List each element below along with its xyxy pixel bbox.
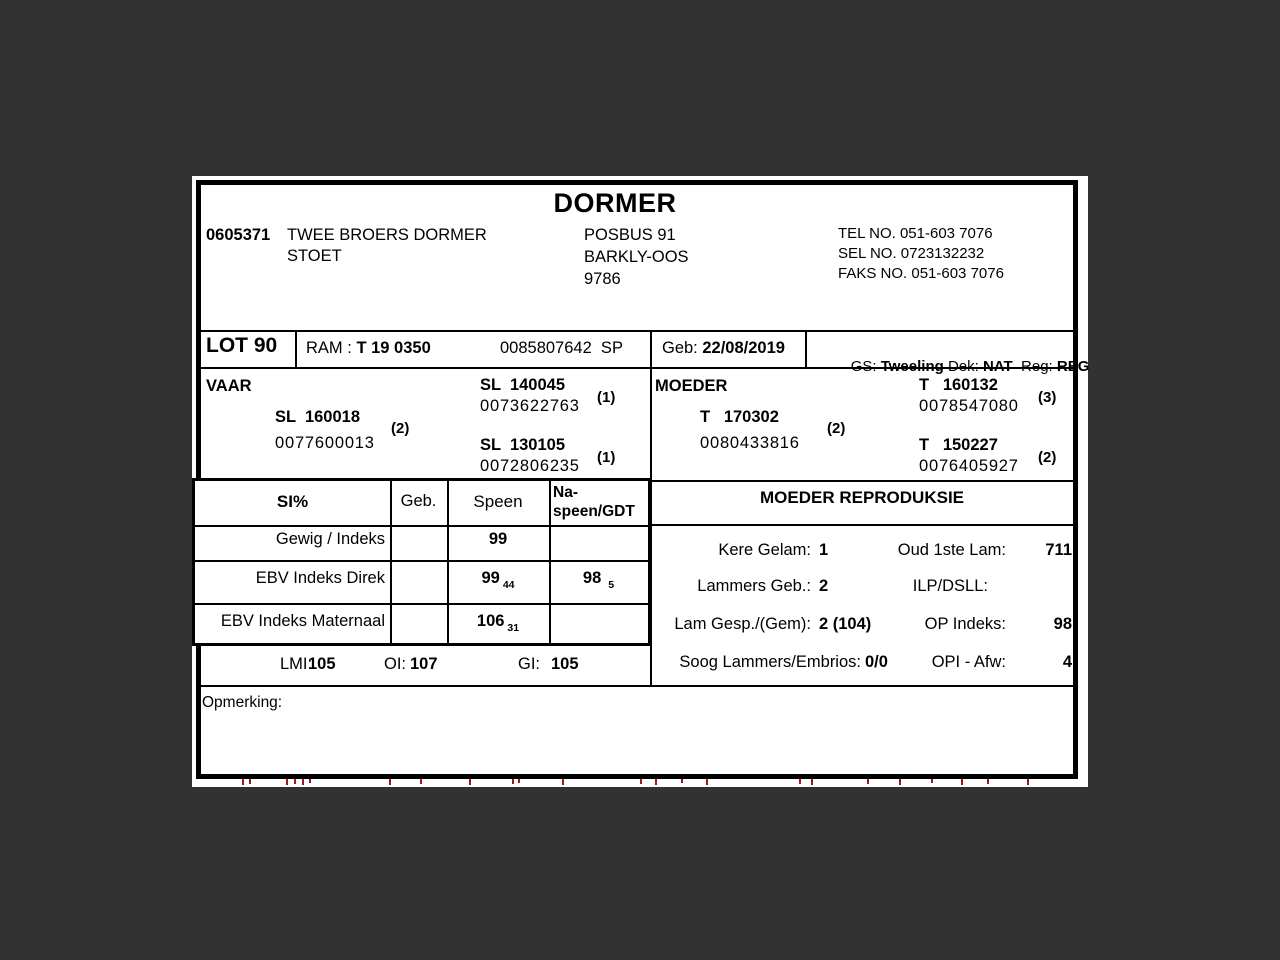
sire-grandparent2-number: 0072806235 (480, 457, 580, 475)
lmi-label: LMI: (280, 655, 313, 673)
sire-grandparent2-count: (1) (597, 449, 616, 466)
dam-grandparent1-count: (3) (1038, 389, 1057, 406)
lot-number: LOT 90 (206, 334, 278, 357)
lmi-value: 105 (308, 655, 336, 673)
row-label-ebv-maternaal: EBV Indeks Maternaal (220, 612, 385, 630)
dam-grandparent2-count: (2) (1038, 449, 1057, 466)
dam-progeny-count: (2) (827, 420, 846, 437)
animal-id: T 19 0350 (356, 339, 431, 357)
fax-number: FAKS NO. 051-603 7076 (838, 265, 1004, 282)
birth-date-value: 22/08/2019 (702, 339, 785, 357)
column-header-speen: Speen (473, 492, 523, 511)
kere-gelam-value: 1 (819, 541, 829, 559)
value-gewig-speen: 99 (488, 530, 508, 548)
dam-grandparent2-id: T 150227 (919, 436, 998, 454)
soog-lammers-value: 0/0 (865, 653, 888, 671)
divider-line (195, 560, 648, 562)
oi-value: 107 (410, 655, 438, 673)
op-indeks-value: 98 (1053, 615, 1072, 633)
address-line-2: BARKLY-OOS (584, 248, 689, 266)
stud-name-line1: TWEE BROERS DORMER (287, 226, 487, 244)
birth-date-label: Geb: (662, 339, 698, 357)
dam-number: 0080433816 (700, 434, 800, 452)
ilp-dsll-label: ILP/DSLL: (912, 577, 988, 595)
value-direk-naspeen: 98 $_5$ (582, 569, 615, 591)
kere-gelam-label: Kere Gelam: (718, 541, 811, 559)
gi-value: 105 (551, 655, 579, 673)
sire-id: SL 160018 (275, 408, 361, 426)
divider-line (805, 330, 807, 369)
dam-grandparent1-number: 0078547080 (919, 397, 1019, 415)
dek-value: NAT (982, 358, 1013, 375)
stud-name-line2: STOET (287, 247, 342, 265)
gi-label: GI: (518, 655, 541, 673)
clipped-red-text-marks (192, 778, 1088, 787)
lam-gesp-label: Lam Gesp./(Gem): (674, 615, 811, 633)
oi-label: OI: (384, 655, 407, 673)
breed-title: DORMER (553, 188, 677, 218)
address-line-3: 9786 (584, 270, 621, 288)
row-label-ebv-direk: EBV Indeks Direk (255, 569, 385, 587)
lam-gesp-value: 2 (104) (819, 615, 872, 633)
remark-label: Opmerking: (202, 694, 283, 711)
address-line-1: POSBUS 91 (584, 226, 676, 244)
sire-number: 0077600013 (275, 434, 375, 452)
animal-sex-label: RAM : (306, 339, 352, 357)
gs-value: Tweeling (880, 358, 944, 375)
animal-identifier (306, 338, 431, 358)
sire-grandparent1-id: SL 140045 (480, 376, 566, 394)
row-label-gewig-indeks: Gewig / Indeks (275, 530, 385, 548)
birth-date-field (662, 338, 785, 358)
oud-1ste-lam-value: 711 (1045, 541, 1072, 559)
lammers-geb-label: Lammers Geb.: (697, 577, 811, 595)
dam-grandparent2-number: 0076405927 (919, 457, 1019, 475)
opi-afw-label: OPI - Afw: (931, 653, 1006, 671)
lammers-geb-value: 2 (819, 577, 829, 595)
divider-line (195, 603, 648, 605)
reg-value: REG (1056, 358, 1090, 375)
sire-grandparent1-count: (1) (597, 389, 616, 406)
divider-line (549, 481, 551, 643)
sire-grandparent1-number: 0073622763 (480, 397, 580, 415)
phone-number: TEL NO. 051-603 7076 (838, 225, 993, 242)
column-header-geb: Geb. (400, 492, 437, 510)
sire-grandparent2-id: SL 130105 (480, 436, 566, 454)
column-header-si: SI% (276, 492, 309, 511)
divider-line (201, 685, 1073, 687)
dam-id: T 170302 (700, 408, 779, 426)
gs-label: GS: (850, 358, 877, 375)
registration-number: 0085807642 SP (500, 339, 623, 357)
opi-afw-value: 4 (1062, 653, 1072, 671)
accuracy-subscript: 31 (507, 622, 520, 634)
breeding-values-table (192, 478, 651, 646)
card-frame (196, 180, 1090, 779)
member-number: 0605371 (206, 226, 271, 244)
op-indeks-label: OP Indeks: (924, 615, 1006, 633)
dek-label: Dek: (947, 358, 979, 375)
divider-line (295, 330, 297, 369)
sire-section-label: VAAR (206, 377, 252, 395)
reg-label: Reg: (1021, 358, 1053, 375)
divider-line (201, 330, 1073, 332)
divider-line (651, 524, 1073, 526)
column-header-naspeen: Na-speen/GDT (553, 484, 635, 520)
cell-number: SEL NO. 0723132232 (838, 245, 985, 262)
divider-line (195, 525, 648, 527)
dam-grandparent1-id: T 160132 (919, 376, 998, 394)
catalog-card (192, 176, 1088, 787)
dam-section-label: MOEDER (655, 377, 728, 395)
oud-1ste-lam-label: Oud 1ste Lam: (897, 541, 1006, 559)
sire-progeny-count: (2) (391, 420, 410, 437)
value-direk-speen: 99 $_{44}$ (481, 569, 515, 591)
soog-lammers-label: Soog Lammers/Embrios: (679, 653, 861, 671)
accuracy-subscript: 5 (608, 579, 615, 591)
reproduction-title: MOEDER REPRODUKSIE (759, 488, 965, 507)
value-maternaal-speen: 106 $_{31}$ (476, 612, 520, 634)
accuracy-subscript: 44 (502, 579, 515, 591)
